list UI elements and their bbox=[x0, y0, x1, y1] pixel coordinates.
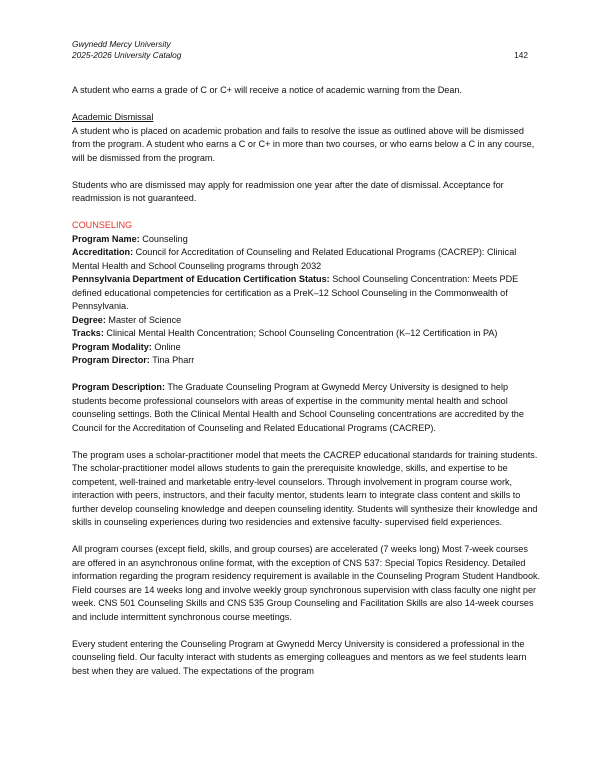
degree-row bbox=[72, 314, 542, 328]
tracks-value: Clinical Mental Health Concentration; School Counseling Concentration (K–12 Certification in PA) bbox=[106, 328, 498, 338]
program-director-value: Tina Pharr bbox=[152, 355, 195, 365]
accreditation-value: Council for Accreditation of Counseling and Related Educational Programs (CACREP): Clinical Mental Health and School Counseling programs through 2032 bbox=[72, 247, 517, 271]
counseling-program-summary bbox=[72, 219, 542, 368]
program-description-paragraph bbox=[72, 381, 542, 435]
professional-expectations-paragraph: Every student entering the Counseling Program at Gwynedd Mercy University is considered a professional in the counseling field. Our faculty interact with students as emerging colleagues and mentors as we feel students learn best when they are valued. The expectations of the program bbox=[72, 638, 527, 676]
readmission-paragraph: Students who are dismissed may apply for readmission one year after the date of dismissal. Acceptance for readmission is not guaranteed. bbox=[72, 179, 504, 203]
program-director-row bbox=[72, 354, 542, 368]
accreditation-label: Accreditation: bbox=[72, 247, 134, 257]
program-modality-row bbox=[72, 341, 542, 355]
certification-status-value: School Counseling Concentration: Meets PDE defined educational competencies for certification as a PreK–12 School Counseling in the Commonwealth of Pennsylvania. bbox=[72, 274, 519, 311]
accreditation-row bbox=[72, 246, 542, 273]
program-modality-label: Program Modality: bbox=[72, 341, 152, 352]
program-name-row bbox=[72, 233, 542, 247]
page-number: 142 bbox=[514, 50, 528, 60]
university-name: Gwynedd Mercy University bbox=[72, 39, 171, 49]
tracks-row bbox=[72, 327, 542, 341]
catalog-title: 2025-2026 University Catalog bbox=[72, 50, 182, 60]
academic-dismissal-heading: Academic Dismissal bbox=[72, 112, 154, 122]
program-modality-value: Online bbox=[154, 341, 181, 352]
academic-warning-paragraph: A student who earns a grade of C or C+ will receive a notice of academic warning from the Dean. bbox=[72, 85, 462, 95]
certification-status-label: Pennsylvania Department of Education Certification Status: bbox=[72, 274, 330, 284]
academic-dismissal-text: A student who is placed on academic probation and fails to resolve the issue as outlined above will be dismissed from the program. A student who earns a C or C+ in more than two courses, or who earns below a C in any course, will be dismissed from the program. bbox=[72, 125, 535, 163]
scholar-practitioner-paragraph: The program uses a scholar-practitioner model that meets the CACREP educational standards for training students. The scholar-practitioner model allows students to gain the prerequisite knowledge, skills, and expertise to be competent, well-trained and marketable entry-level counselors. Through involvement in program course work, interaction with peers, instructors, and their faculty mentor, students learn to integrate class content and skills to further develop counseling knowledge and deepen counseling identity. Students will synthesize their knowledge and skills in counseling experiences during two residencies and extensive faculty- supervised field experiences. bbox=[72, 449, 538, 527]
program-courses-paragraph: All program courses (except field, skills, and group courses) are accelerated (7 weeks long) Most 7-week courses are offered in an asynchronous online format, with the exception of CNS 537: Special Topics Residency. Detailed information regarding the program residency requirement is available in the Counseling Program Student Handbook. Field courses are 14 weeks long and involve weekly group synchronous supervision with class faculty one night per week. CNS 501 Counseling Skills and CNS 535 Group Counseling and Facilitation Skills are also 14-week courses and include intermittent synchronous course meetings. bbox=[72, 544, 541, 622]
page-header bbox=[72, 39, 528, 61]
degree-label: Degree: bbox=[72, 314, 106, 325]
counseling-section-title: COUNSELING bbox=[72, 220, 133, 230]
catalog-page-content bbox=[72, 84, 542, 692]
program-description-text: The Graduate Counseling Program at Gwynedd Mercy University is designed to help students become professional counselors with areas of expertise in the community mental health and school counseling settings. Both the Clinical Mental Health and School Counseling concentrations are accredited by the Council for the Accreditation of Counseling and Related Educational Programs (CACREP). bbox=[72, 382, 524, 433]
academic-dismissal-section bbox=[72, 111, 542, 165]
tracks-label: Tracks: bbox=[72, 328, 104, 338]
certification-status-row bbox=[72, 273, 542, 314]
program-name-value: Counseling bbox=[142, 233, 188, 244]
degree-value: Master of Science bbox=[108, 314, 182, 325]
program-description-label: Program Description: bbox=[72, 382, 165, 392]
program-name-label: Program Name: bbox=[72, 233, 140, 244]
program-director-label: Program Director: bbox=[72, 355, 150, 365]
